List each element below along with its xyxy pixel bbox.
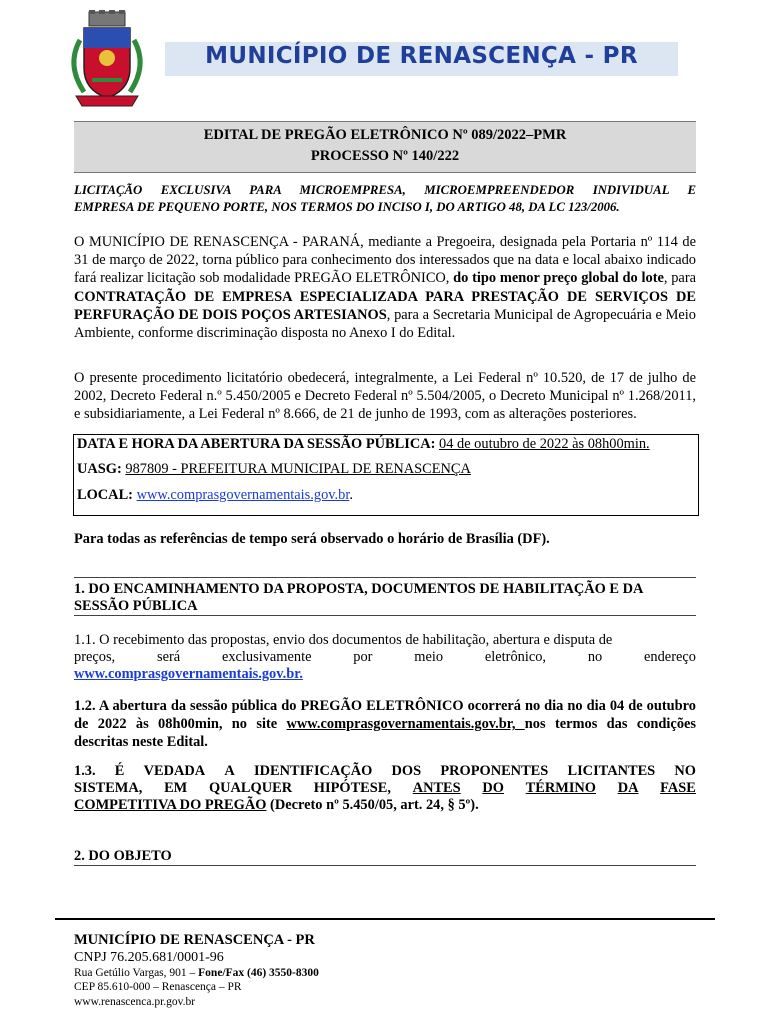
item-1-1-link-line [74,665,696,683]
word: TÉRMINO [525,780,596,796]
item-1-2-link[interactable]: www.comprasgovernamentais.gov.br, [286,716,525,733]
process-number: PROCESSO Nº 140/222 [310,148,460,164]
intro-text-e: , para a Secretaria Municipal de Agropecuária e Meio Ambiente, conforme discriminação disposta no Anexo I do Edital. [74,306,697,342]
word: DO [482,780,504,796]
item-1-3-line2 [74,779,696,797]
local-suffix: . [349,487,353,503]
item-1-3-underlined: COMPETITIVA DO PREGÃO [74,797,267,813]
word: EM [164,780,188,796]
word: endereço [644,649,696,665]
word: será [156,649,181,665]
word: meio [414,649,444,665]
local-label: LOCAL: [77,487,133,503]
section1-bottom-rule [74,615,696,616]
local-line [77,487,353,504]
item-1-3-decree: (Decreto nº 5.450/05, art. 24, § 5º). [266,797,479,813]
session-date-line [77,436,650,453]
word: É [114,763,125,779]
exclusive-notice-line2: EMPRESA DE PEQUENO PORTE, NOS TERMOS DO INCISO I, DO ARTIGO 48, DA LC 123/2006. [74,200,620,214]
uasg-label: UASG: [77,461,122,477]
word: IDENTIFICAÇÃO [253,763,373,779]
footer-rule [55,918,715,920]
uasg-value: 987809 - PREFEITURA MUNICIPAL DE RENASCENÇA [125,461,471,477]
footer-cep: CEP 85.610-000 – Renascença – PR [74,981,242,993]
word: NO [674,763,696,779]
item-1-2-text: 1.2. A abertura da sessão pública do PREGÃO ELETRÔNICO ocorrerá no dia no dia 04 de outubro de 2022 às 08h00min, no site [74,698,696,733]
footer-name: MUNICÍPIO DE RENASCENÇA - PR [74,932,315,948]
item-1-2 [74,697,696,752]
time-reference: Para todas as referências de tempo será observado o horário de Brasília (DF). [74,531,550,547]
footer-cnpj: CNPJ 76.205.681/0001-96 [74,950,224,965]
municipal-coat-of-arms-logo [62,10,152,110]
intro-type: do tipo menor preço global do lote [453,270,664,287]
compras-link[interactable]: www.comprasgovernamentais.gov.br. [74,666,303,682]
section1-top-rule [74,577,696,578]
uasg-line [77,461,471,478]
item-1-3-line1 [74,762,696,780]
word: VEDADA [143,763,206,779]
word: QUALQUER [208,780,293,796]
word: exclusivamente [221,649,312,665]
legal-basis-paragraph: O presente procedimento licitatório obedecerá, integralmente, a Lei Federal nº 10.520, de 17 de julho de 2002, Decreto Federal n.º 5.450/2005 e Decreto Federal nº 5.504/2005, o Decreto Municipal nº 1.268/2011, e subsidiariamente, a Lei Federal nº 8.666, de 21 de junho de 1993, com as alterações posteriores. [74,370,696,423]
session-date-label: DATA E HORA DA ABERTURA DA SESSÃO PÚBLICA: [77,436,436,452]
word: preços, [74,649,116,665]
word: no [587,649,603,665]
word: FASE [660,780,696,796]
footer-site[interactable]: www.renascenca.pr.gov.br [74,996,196,1008]
intro-text-c: , para [663,270,696,287]
local-link[interactable]: www.comprasgovernamentais.gov.br [136,487,350,503]
word: ANTES [412,780,461,796]
exclusive-notice-line1: LICITAÇÃO EXCLUSIVA PARA MICROEMPRESA, MICROEMPREENDEDOR INDIVIDUAL E [74,183,696,197]
intro-text-a: O MUNICÍPIO DE RENASCENÇA - PARANÁ, mediante a Pregoeira, designada pela Portaria nº 114 de 31 de março de 2022, torna público para conhecimento dos interessados que na data e local abaixo indicado fará realizar licitação sob modalidade PREGÃO ELETRÔNICO, [74,234,696,287]
section2-title: 2. DO OBJETO [74,848,172,864]
intro-paragraph [74,233,696,342]
item-1-2-text-end: nos termos das condições descritas neste Edital. [74,716,696,751]
municipality-title: MUNICÍPIO DE RENASCENÇA - PR [205,43,638,69]
footer-address [74,967,319,979]
word: SISTEMA, [74,780,143,796]
edital-number: EDITAL DE PREGÃO ELETRÔNICO Nº 089/2022–PMR [203,127,567,143]
word: DA [617,780,639,796]
section2-rule [74,865,696,866]
word: por [353,649,373,665]
word: eletrônico, [484,649,547,665]
section1-title-line1: 1. DO ENCAMINHAMENTO DA PROPOSTA, DOCUMENTOS DE HABILITAÇÃO E DA [74,581,644,597]
session-date-value: 04 de outubro de 2022 às 08h00min. [439,436,650,452]
word: HIPÓTESE, [313,780,391,796]
word: PROPONENTES [440,763,549,779]
footer-street: Rua Getúlio Vargas, 901 – [74,967,199,979]
section1-title-line2: SESSÃO PÚBLICA [74,598,198,614]
word: LICITANTES [567,763,656,779]
item-1-1-line1: 1.1. O recebimento das propostas, envio dos documentos de habilitação, abertura e disputa de [74,632,613,648]
word: DOS [391,763,422,779]
item-1-3-line3 [74,796,696,814]
intro-object: CONTRATAÇÃO DE EMPRESA ESPECIALIZADA PARA PRESTAÇÃO DE SERVIÇOS DE PERFURAÇÃO DE DOIS POÇOS ARTESIANOS [74,288,696,323]
item-1-1-line2 [74,648,696,666]
footer-phone: Fone/Fax (46) 3550-8300 [198,967,319,979]
word: A [224,763,235,779]
word: 1.3. [74,763,96,779]
